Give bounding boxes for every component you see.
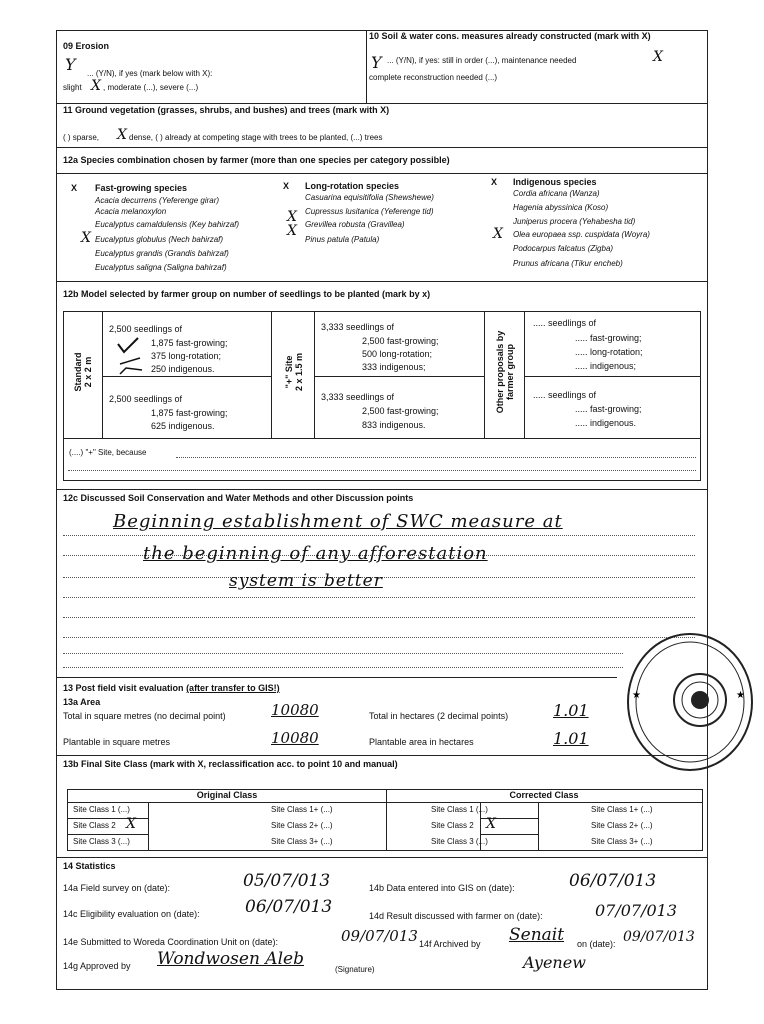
std-check-marks	[116, 334, 150, 378]
svg-text:★: ★	[632, 690, 641, 701]
fast-heading: Fast-growing species	[95, 183, 188, 193]
other-fast: ..... fast-growing;	[575, 333, 642, 343]
form-page	[56, 30, 708, 990]
other-indig: ..... indigenous;	[575, 361, 637, 371]
plantable-sqm-value: 10080	[271, 729, 319, 747]
erosion-severity-mark: X	[91, 78, 101, 94]
svg-text:★: ★	[736, 690, 745, 701]
corr-class-3plus: Site Class 3+ (...)	[591, 837, 653, 846]
plus2-fast: 2,500 fast-growing;	[362, 406, 439, 416]
corr-class-mark: X	[486, 816, 496, 832]
discussed-label: 14d Result discussed with farmer on (date):	[369, 911, 543, 921]
fast-item: Eucalyptus saligna (Saligna bahirzaf)	[95, 263, 227, 272]
std-fast: 1,875 fast-growing;	[151, 338, 228, 348]
long-x: X	[283, 181, 290, 191]
plantable-ha-label: Plantable area in hectares	[369, 737, 474, 747]
plus-seedlings: 3,333 seedlings of	[321, 322, 395, 332]
indig-mark: X	[493, 226, 503, 242]
gis-entry-date: 06/07/013	[569, 871, 657, 891]
indig-item: Prunus africana (Tikur encheb)	[513, 259, 623, 268]
orig-class-3: Site Class 3 (...)	[73, 837, 130, 846]
swc-maintenance-mark: X	[653, 49, 663, 65]
long-item: Grevillea robusta (Gravillea)	[305, 220, 405, 229]
indig-item: Juniperus procera (Yehabesha tid)	[513, 217, 636, 226]
field-survey-label: 14a Field survey on (date):	[63, 883, 171, 893]
original-class-head: Original Class	[196, 790, 258, 800]
long-item: Pinus patula (Patula)	[305, 235, 380, 244]
plus-long: 500 long-rotation;	[362, 349, 433, 359]
plus2-indig: 833 indigenous.	[362, 420, 426, 430]
orig-class-2: Site Class 2	[73, 821, 116, 830]
corr-class-2plus: Site Class 2+ (...)	[591, 821, 653, 830]
approved-name: Wondwosen Aleb	[157, 949, 304, 969]
plantable-ha-value: 1.01	[553, 729, 589, 748]
discussion-hand-line-2: the beginning of any afforestation	[143, 543, 488, 564]
model-table	[63, 311, 701, 481]
swc-line1: ... (Y/N), if yes: still in order (...), maintenance needed	[387, 56, 577, 65]
post-visit-title: 13 Post field visit evaluation (after transfer to GIS!)	[63, 683, 280, 693]
species-title: 12a Species combination chosen by farmer (more than one species per category possible)	[63, 155, 450, 165]
plus2-seedlings: 3,333 seedlings of	[321, 392, 395, 402]
swc-title: 10 Soil & water cons. measures already constructed (mark with X)	[369, 31, 651, 41]
plus-indig: 333 indigenous;	[362, 362, 426, 372]
erosion-yn-mark: Y	[65, 55, 76, 74]
sqm-label: Total in square metres (no decimal point)	[63, 711, 226, 721]
fast-item: Eucalyptus camaldulensis (Key bahirzaf)	[95, 220, 240, 229]
approved-label: 14g Approved by	[63, 961, 131, 971]
orig-class-1: Site Class 1 (...)	[73, 805, 130, 814]
ground-veg-options-1: ( ) sparse,	[63, 133, 100, 142]
long-heading: Long-rotation species	[305, 181, 400, 191]
other-seedlings: ..... seedlings of	[533, 318, 597, 328]
fast-item: Acacia decurrens (Yeferenge girar)	[95, 196, 220, 205]
archived-label: 14f Archived by	[419, 939, 481, 949]
discussion-title: 12c Discussed Soil Conservation and Water Methods and other Discussion points	[63, 493, 414, 503]
archived-date-label: on (date):	[577, 939, 616, 949]
fast-item: Eucalyptus globulus (Nech bahirzaf)	[95, 235, 224, 244]
indig-item: Podocarpus falcatus (Zigba)	[513, 244, 614, 253]
indig-x: X	[491, 177, 498, 187]
other-long: ..... long-rotation;	[575, 347, 643, 357]
orig-class-3plus: Site Class 3+ (...)	[271, 837, 333, 846]
long-mark-2: X	[287, 223, 297, 239]
field-survey-date: 05/07/013	[243, 871, 331, 891]
gis-entry-label: 14b Data entered into GIS on (date):	[369, 883, 515, 893]
fast-x: X	[71, 183, 78, 193]
plus-site-because: (....) "+" Site, because	[69, 448, 147, 457]
submitted-label: 14e Submitted to Woreda Coordination Unit on (date):	[63, 937, 278, 947]
indig-heading: Indigenous species	[513, 177, 597, 187]
orig-class-1plus: Site Class 1+ (...)	[271, 805, 333, 814]
indig-item: Olea europaea ssp. cuspidata (Woyra)	[513, 230, 650, 239]
std2-fast: 1,875 fast-growing;	[151, 408, 228, 418]
erosion-severity-text: , moderate (...), severe (...)	[103, 83, 199, 92]
sqm-value: 10080	[271, 701, 319, 719]
orig-class-mark: X	[126, 816, 136, 832]
erosion-yn-text: ... (Y/N), if yes (mark below with X):	[87, 69, 213, 78]
archiver-signature: Ayenew	[523, 953, 586, 972]
ground-veg-options-2: dense, ( ) already at competing stage with trees to be planted, (...) trees	[129, 133, 383, 142]
erosion-severity-label: slight	[63, 83, 82, 92]
std-long: 375 long-rotation;	[151, 351, 222, 361]
long-item: Casuarina equisitifolia (Shewshewe)	[305, 193, 434, 202]
site-class-table	[67, 789, 703, 851]
discussion-hand-line-1: Beginning establishment of SWC measure at	[113, 511, 563, 532]
fast-item: Eucalyptus grandis (Grandis bahirzaf)	[95, 249, 229, 258]
eligibility-label: 14c Eligibility evaluation on (date):	[63, 909, 200, 919]
swc-line2: complete reconstruction needed (...)	[369, 73, 498, 82]
long-item: Cupressus lusitanica (Yeferenge tid)	[305, 207, 434, 216]
eligibility-date: 06/07/013	[245, 897, 333, 917]
long-mark-1: X	[287, 209, 297, 225]
standard-label: Standard 2 x 2 m	[73, 352, 93, 392]
plus-site-label: "+" Site 2 x 1.5 m	[284, 352, 304, 392]
discussed-date: 07/07/013	[595, 901, 678, 920]
std-seedlings: 2,500 seedlings of	[109, 324, 183, 334]
final-class-title: 13b Final Site Class (mark with X, reclassification acc. to point 10 and manual)	[63, 759, 398, 769]
other2-indig: ..... indigenous.	[575, 418, 637, 428]
corr-class-2: Site Class 2	[431, 821, 474, 830]
ha-label: Total in hectares (2 decimal points)	[369, 711, 509, 721]
statistics-title: 14 Statistics	[63, 861, 116, 871]
official-stamp-icon	[618, 628, 758, 778]
corr-class-1: Site Class 1 (...)	[431, 805, 488, 814]
plantable-sqm-label: Plantable in square metres	[63, 737, 171, 747]
submitted-date: 09/07/013	[341, 927, 418, 945]
ha-value: 1.01	[553, 701, 589, 720]
plus-fast: 2,500 fast-growing;	[362, 336, 439, 346]
other2-seedlings: ..... seedlings of	[533, 390, 597, 400]
swc-yn-mark: Y	[371, 53, 382, 72]
fast-item: Acacia melanoxylon	[95, 207, 167, 216]
std-indig: 250 indigenous.	[151, 364, 215, 374]
erosion-title: 09 Erosion	[63, 41, 110, 51]
indig-item: Hagenia abyssinica (Koso)	[513, 203, 609, 212]
other2-fast: ..... fast-growing;	[575, 404, 642, 414]
area-title: 13a Area	[63, 697, 101, 707]
model-title: 12b Model selected by farmer group on number of seedlings to be planted (mark by x)	[63, 289, 431, 299]
signature-label: (Signature)	[335, 965, 375, 974]
archived-date: 09/07/013	[623, 929, 695, 945]
orig-class-2plus: Site Class 2+ (...)	[271, 821, 333, 830]
ground-veg-dense-mark: X	[117, 127, 127, 143]
other-proposals-label: Other proposals by farmer group	[495, 330, 515, 414]
std2-indig: 625 indigenous.	[151, 421, 215, 431]
fast-mark: X	[81, 230, 91, 246]
corr-class-1plus: Site Class 1+ (...)	[591, 805, 653, 814]
ground-veg-title: 11 Ground vegetation (grasses, shrubs, and bushes) and trees (mark with X)	[63, 105, 390, 115]
indig-item: Cordia africana (Wanza)	[513, 189, 600, 198]
corrected-class-head: Corrected Class	[509, 790, 579, 800]
archived-name: Senait	[509, 925, 565, 945]
std2-seedlings: 2,500 seedlings of	[109, 394, 183, 404]
discussion-hand-line-3: system is better	[229, 571, 383, 591]
corr-class-3: Site Class 3 (...)	[431, 837, 488, 846]
